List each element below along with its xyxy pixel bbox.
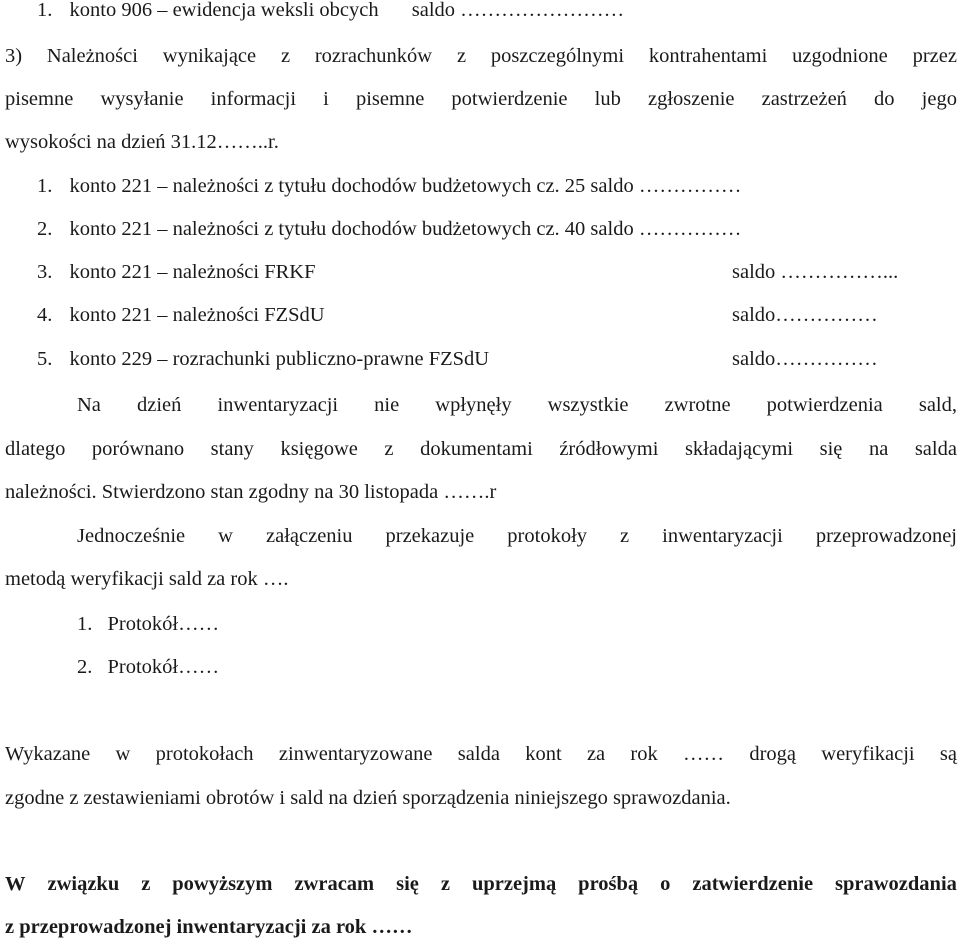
word: inwentaryzacji (662, 525, 783, 547)
word: stany (210, 438, 254, 460)
word: źródłowymi (559, 438, 659, 460)
word: uzgodnione (792, 45, 888, 67)
saldo-text: saldo…………… (732, 304, 878, 326)
word: wynikające (162, 45, 257, 67)
list-number: 4. (37, 304, 53, 326)
word: prośbą (578, 873, 639, 895)
word: salda (914, 438, 957, 460)
word: drogą (749, 743, 796, 765)
account-text: konto 221 – należności FZSdU (69, 304, 325, 326)
word: salda (457, 743, 500, 765)
word: się (396, 873, 419, 895)
account-text: konto 229 – rozrachunki publiczno-prawne FZSdU (69, 348, 490, 370)
word: protokołach (155, 743, 254, 765)
word: z (620, 525, 630, 547)
word: potwierdzenie (451, 88, 568, 110)
word: za (586, 743, 606, 765)
paragraph-1-line-2 (5, 439, 957, 460)
word: lub (594, 88, 621, 110)
word: weryfikacji (821, 743, 915, 765)
account-item-3 (37, 262, 957, 283)
word: informacji (210, 88, 297, 110)
account-item-1 (37, 176, 741, 197)
saldo-text: saldo …………………… (411, 0, 625, 21)
word: zgłoszenie (647, 88, 735, 110)
word: księgowe (280, 438, 358, 460)
word: z (141, 873, 151, 895)
section-3-line-3: wysokości na dzień 31.12……..r. (5, 131, 279, 153)
word: przez (912, 45, 957, 67)
account-item-5 (37, 349, 957, 370)
word: nie (374, 394, 400, 416)
word: zinwentaryzowane (278, 743, 433, 765)
word: z (280, 45, 291, 67)
word: zastrzeżeń (761, 88, 847, 110)
word: potwierdzenia (766, 394, 883, 416)
word: w (218, 525, 233, 547)
word: jego (921, 88, 957, 110)
word: Na (77, 394, 101, 416)
word: pisemne (355, 88, 425, 110)
word: do (874, 88, 895, 110)
word: kont (525, 743, 562, 765)
paragraph-2-line-1 (77, 526, 957, 547)
word: się (819, 438, 843, 460)
protocol-text: Protokół…… (107, 613, 220, 635)
account-text: konto 906 – ewidencja weksli obcych (69, 0, 379, 21)
word: Wykazane (5, 743, 91, 765)
word: z (384, 438, 394, 460)
word: kontrahentami (648, 45, 768, 67)
word: uprzejmą (471, 873, 557, 895)
paragraph-1-line-3: należności. Stwierdzono stan zgodny na 30 listopada …….r (5, 481, 497, 503)
protocol-item-2 (77, 657, 219, 678)
word: poszczególnymi (490, 45, 625, 67)
word: W (5, 873, 26, 895)
protocol-text: Protokół…… (107, 656, 220, 678)
word: są (939, 743, 957, 765)
word: sprawozdania (835, 873, 957, 895)
account-text: konto 221 – należności FRKF (69, 261, 316, 283)
word: porównano (91, 438, 185, 460)
word: związku (47, 873, 120, 895)
section-3-line-2 (5, 89, 957, 110)
word: rozrachunków (314, 45, 433, 67)
section-3-line-1 (5, 46, 957, 67)
list-number: 1. (37, 0, 53, 21)
protocol-item-1 (77, 614, 219, 635)
word: zatwierdzenie (692, 873, 814, 895)
account-text: konto 221 – należności z tytułu dochodów budżetowych cz. 25 saldo …………… (69, 175, 742, 197)
account-text: konto 221 – należności z tytułu dochodów budżetowych cz. 40 saldo …………… (69, 218, 742, 240)
word: inwentaryzacji (217, 394, 339, 416)
word: dzień (136, 394, 182, 416)
word: pisemne (5, 88, 74, 110)
final-request-line-2: z przeprowadzonej inwentaryzacji za rok …… (5, 916, 413, 938)
list-number: 2. (37, 218, 53, 240)
word: protokoły (507, 525, 588, 547)
word: i (323, 88, 329, 110)
word: powyższym (172, 873, 273, 895)
word: dlatego (5, 438, 66, 460)
word: na (868, 438, 889, 460)
word: sald, (918, 394, 957, 416)
word: Jednocześnie (77, 525, 186, 547)
list-number: 2. (77, 656, 93, 678)
paragraph-3-line-2: zgodne z zestawieniami obrotów i sald na dzień sporządzenia niniejszego sprawozdania. (5, 787, 731, 809)
list-number: 1. (77, 613, 93, 635)
saldo-text: saldo ……………... (732, 261, 899, 283)
paragraph-2-line-2: metodą weryfikacji sald za rok …. (5, 568, 289, 590)
word: przekazuje (385, 525, 475, 547)
word: rok (630, 743, 658, 765)
word: przeprowadzonej (815, 525, 957, 547)
word: z (456, 45, 467, 67)
paragraph-1-line-1 (77, 395, 957, 416)
word: Należności (46, 45, 138, 67)
word: wpłynęły (435, 394, 512, 416)
word: dokumentami (420, 438, 533, 460)
word: wszystkie (547, 394, 629, 416)
list-number: 3. (37, 261, 53, 283)
account-906-line (37, 0, 624, 21)
list-number: 5. (37, 348, 53, 370)
word: o (660, 873, 671, 895)
word: załączeniu (266, 525, 353, 547)
word: wysyłanie (100, 88, 184, 110)
word: zwracam (294, 873, 375, 895)
word: zwrotne (664, 394, 731, 416)
account-item-4 (37, 305, 957, 326)
word: składającymi (684, 438, 794, 460)
word: w (115, 743, 131, 765)
word: z (440, 873, 450, 895)
account-item-2 (37, 219, 741, 240)
list-number: 1. (37, 175, 53, 197)
word: 3) (5, 45, 23, 67)
saldo-text: saldo…………… (732, 348, 878, 370)
word: …… (683, 743, 725, 765)
paragraph-3-line-1 (5, 744, 957, 765)
final-request-line-1 (5, 874, 957, 895)
